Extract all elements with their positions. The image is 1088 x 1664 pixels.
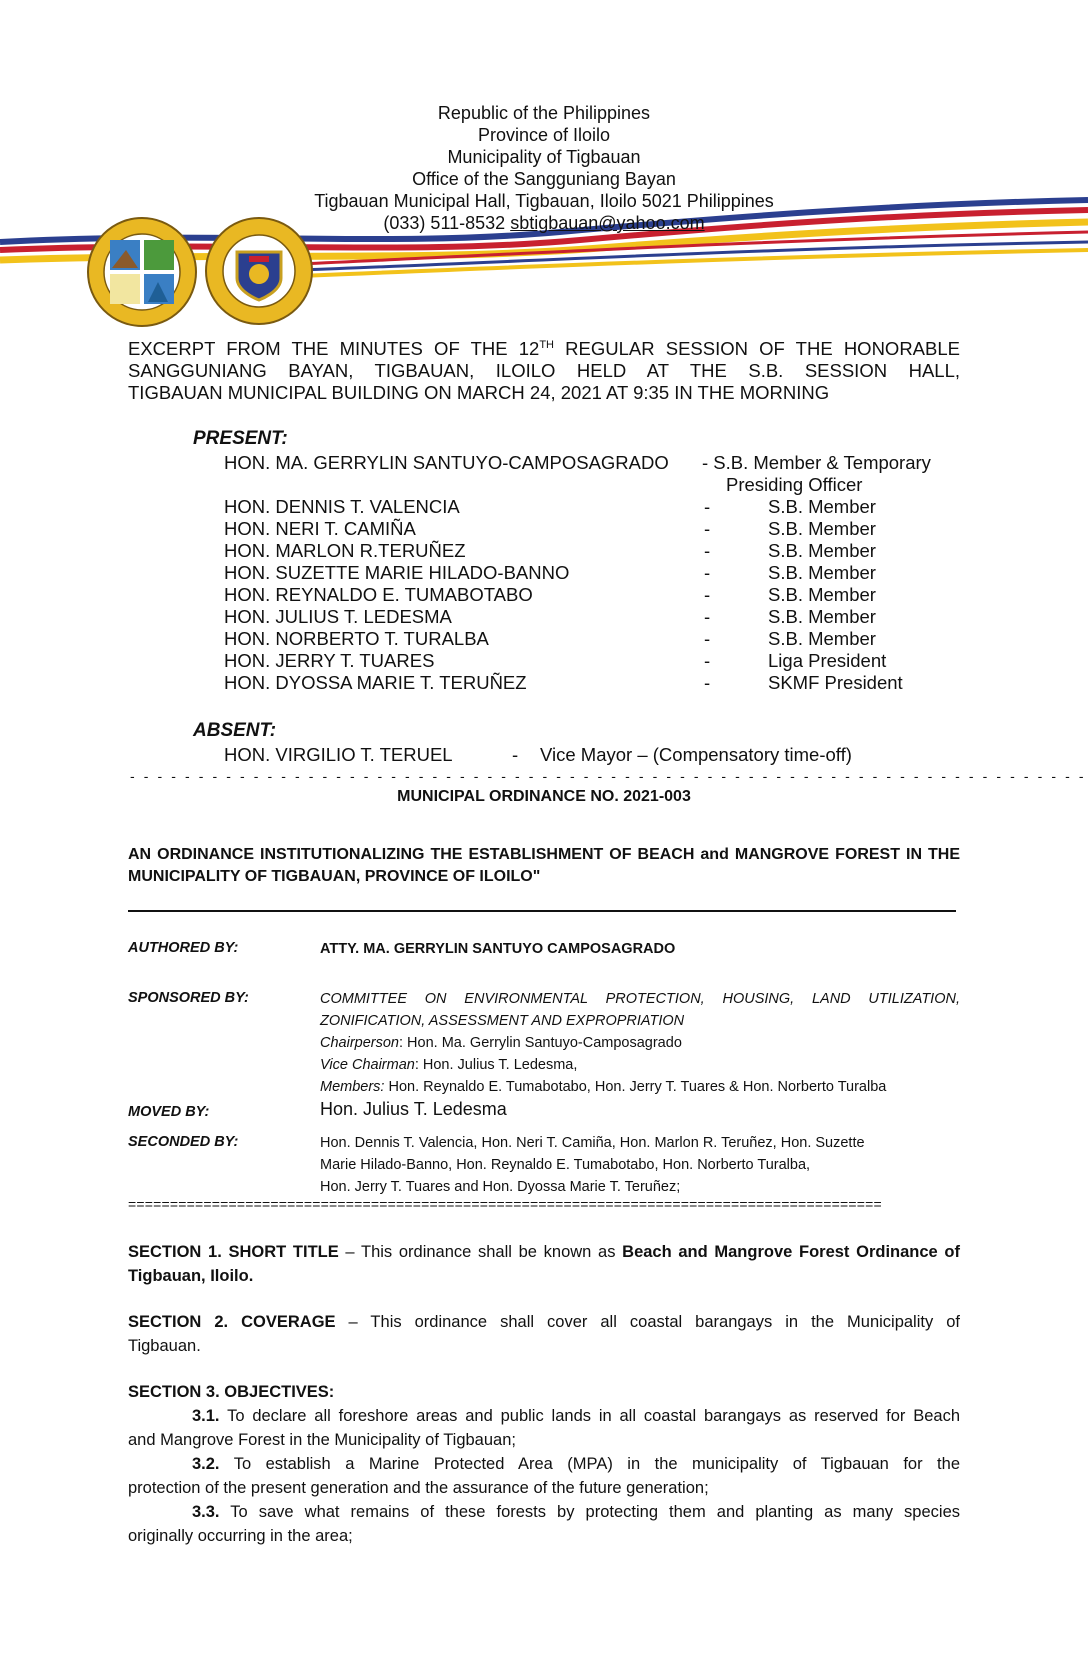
section-2: SECTION 2. COVERAGE – This ordinance shall cover all coastal barangays in the Municipality of Tigbauan. xyxy=(128,1313,960,1355)
document-page: Republic of the Philippines Province of Iloilo Municipality of Tigbauan Office of the Sangguniang Bayan Tigbauan Municipal Hall, Tigbauan, Iloilo 5021 Philippines (033) 511-8532 sbtigbauan@yahoo.com EXCERPT FROM THE MINUTES OF THE 12TH REGULAR SESSION OF THE HONORABLE SANGGUNIANG BAYAN, TIGBAUAN, ILOILO HELD AT THE S.B. SESSION HALL, TIGBAUAN MUNICIPAL BUILDING ON MARCH 24, 2021 AT 9:35 IN THE MORNING PRESENT: HON. MA. GERRYLIN SANTUYO-CAMPOSAGRADO - S.B. Member & Temporary Presiding Officer HON. DENNIS T. VALENCIA - S.B. Member HON. NERI T. CAMIÑA - S.B. Member HON. MARLON R.TERUÑEZ - S.B. Member HON. SUZETTE MARIE HILADO-BANNO - S.B. Member HON. REYNALDO E. TUMABOTABO - S.B. Member HON. JULIUS T. LEDESMA - S.B. Member HON. NORBERTO T. TURALBA - S.B. Member HON. JERRY T. TUARES - Liga President HON. DYOSSA MARIE T. TERUÑEZ - SKMF President ABSENT: HON. VIRGILIO T. TERUEL - Vice Mayor – (Compensatory time-off) - - - - - - - - - - - - - - - - - - - - - - - - - - - - - - - - - - - - - - - - - - - - - - - - - - - - - - - - - - - - - - - - - - - - - - MUNICIPAL ORDINANCE NO. 2021-003 AN ORDINANCE INSTITUTIONALIZING THE ESTABLISHMENT OF BEACH and MANGROVE FOREST IN THE MUNICIPALITY OF TIGBAUAN, PROVINCE OF ILOILO" AUTHORED BY: ATTY. MA. GERRYLIN SANTUYO CAMPOSAGRADO SPONSORED BY: COMMITTEE ON ENVIRONMENTAL PROTECTION, HOUSING, LAND UTILIZATION, ZONIFICATION, ASSESSMENT AND EXPROPRIATION Chairperson: Hon. Ma. Gerrylin Santuyo-Camposagrado Vice Chairman: Hon. Julius T. Ledesma, Members: Hon. Reynaldo E. Tumabotabo, Hon. Jerry T. Tuares & Hon. Norberto Turalba MOVED BY: Hon. Julius T. Ledesma SECONDED BY: Hon. Dennis T. Valencia, Hon. Neri T. Camiña, Hon. Marlon R. Teruñez, Hon. Suzette Marie Hilado-Banno, Hon. Reynaldo E. Tumabotabo, Hon. Norberto Turalba, Hon. Jerry T. Tuares and Hon. Dyossa Marie T. Teruñez; ========================================================================================== SECTION 1. SHORT TITLE – This ordinance shall be known as Beach and Mangrove Forest Ordinance of Tigbauan, Iloilo. SECTION 2. COVERAGE – This ordinance shall cover all coastal barangays in the Municipality of Tigbauan. SECTION 3. OBJECTIVES: 3.1. To declare all foreshore areas and public lands in all coastal barangays as reserved for Beach and Mangrove Forest in the Municipality of Tigbauan; 3.2. To establish a Marine Protected Area (MPA) in the municipality of Tigbauan for the protection of the present generation and the assurance of the future generation; 3.3. To save what remains of these forests by protecting them and planting as many species originally occurring in the area; xyxy=(0,0,1088,1664)
member-name: HON. MARLON R.TERUÑEZ xyxy=(224,540,466,561)
excerpt-heading xyxy=(128,338,960,404)
section-1: SECTION 1. SHORT TITLE – This ordinance shall be known as Beach and Mangrove Forest Ordinance of Tigbauan, Iloilo. xyxy=(128,1243,960,1285)
member-role: S.B. Member xyxy=(768,628,876,649)
member-name: HON. SUZETTE MARIE HILADO-BANNO xyxy=(224,562,570,583)
ordinance-title: AN ORDINANCE INSTITUTIONALIZING THE ESTABLISHMENT OF BEACH and MANGROVE FOREST IN THE MUNICIPALITY OF TIGBAUAN, PROVINCE OF ILOILO" xyxy=(128,846,960,885)
title-underline xyxy=(128,910,956,912)
member-dash: - xyxy=(704,650,711,671)
member-role: S.B. Member xyxy=(768,496,876,517)
address-line: Tigbauan Municipal Hall, Tigbauan, Iloilo 5021 Philippines xyxy=(314,191,774,211)
member-role: S.B. Member xyxy=(768,540,876,561)
equals-separator: ========================================================================================== xyxy=(128,1196,882,1212)
member-dash: - xyxy=(704,584,711,605)
member-name: HON. DYOSSA MARIE T. TERUÑEZ xyxy=(224,672,527,693)
sponsored-value: COMMITTEE ON ENVIRONMENTAL PROTECTION, HOUSING, LAND UTILIZATION, ZONIFICATION, ASSESSMENT AND EXPROPRIATION Chairperson: Hon. Ma. Gerrylin Santuyo-Camposagrado Vice Chairman: Hon. Julius T. Ledesma, Members: Hon. Reynaldo E. Tumabotabo, Hon. Jerry T. Tuares & Hon. Norberto Turalba xyxy=(320,991,960,1095)
excerpt-line-2: SANGGUNIANG BAYAN, TIGBAUAN, ILOILO HELD AT THE S.B. SESSION HALL, xyxy=(128,360,960,381)
moved-label: MOVED BY: xyxy=(128,1104,210,1120)
ordinance-number: MUNICIPAL ORDINANCE NO. 2021-003 xyxy=(397,788,691,805)
contact-line xyxy=(0,212,1088,234)
member-name: HON. REYNALDO E. TUMABOTABO xyxy=(224,584,533,605)
authored-label: AUTHORED BY: xyxy=(128,940,239,956)
excerpt-line-3: TIGBAUAN MUNICIPAL BUILDING ON MARCH 24, 2021 AT 9:35 IN THE MORNING xyxy=(128,382,830,403)
seconded-value: Hon. Dennis T. Valencia, Hon. Neri T. Camiña, Hon. Marlon R. Teruñez, Hon. Suzette Marie Hilado-Banno, Hon. Reynaldo E. Tumabotabo, Hon. Norberto Turalba, Hon. Jerry T. Tuares and Hon. Dyossa Marie T. Teruñez; xyxy=(320,1135,865,1195)
member-dash: - xyxy=(704,606,711,627)
office-line: Office of the Sangguniang Bayan xyxy=(412,169,676,189)
republic-line: Republic of the Philippines xyxy=(437,103,651,123)
member-role: S.B. Member xyxy=(768,518,876,539)
dash-separator: - - - - - - - - - - - - - - - - - - - - - - - - - - - - - - - - - - - - - - - - - - - - - - - - - - - - - - - - - - - - - - - - - - - - - - xyxy=(130,768,1087,784)
member-role: S.B. Member xyxy=(768,562,876,583)
member-dash: - xyxy=(704,562,711,583)
member-role: S.B. Member xyxy=(768,606,876,627)
section-3: SECTION 3. OBJECTIVES: 3.1. To declare all foreshore areas and public lands in all coastal barangays as reserved for Beach and Mangrove Forest in the Municipality of Tigbauan; 3.2. To establish a Marine Protected Area (MPA) in the municipality of Tigbauan for the protection of the present generation and the assurance of the future generation; 3.3. To save what remains of these forests by protecting them and planting as many species originally occurring in the area; xyxy=(128,1383,960,1545)
phone-number: (033) 511-8532 xyxy=(383,213,506,233)
member-role: Liga President xyxy=(768,650,887,671)
sponsored-label: SPONSORED BY: xyxy=(128,990,249,1006)
member-name: HON. JULIUS T. LEDESMA xyxy=(224,606,452,627)
municipality-line: Municipality of Tigbauan xyxy=(447,147,641,167)
member-dash: - xyxy=(704,672,711,693)
member-role: S.B. Member xyxy=(768,584,876,605)
province-line: Province of Iloilo xyxy=(477,125,611,145)
member-name: HON. NORBERTO T. TURALBA xyxy=(224,628,489,649)
moved-value: Hon. Julius T. Ledesma xyxy=(320,1099,507,1119)
objective-3-2: 3.2. To establish a Marine Protected Area (MPA) in the municipality of Tigbauan for the xyxy=(192,1455,960,1473)
objective-3-3: 3.3. To save what remains of these forests by protecting them and planting as many species xyxy=(192,1503,960,1521)
authored-value: ATTY. MA. GERRYLIN SANTUYO CAMPOSAGRADO xyxy=(320,941,676,957)
member-role: SKMF President xyxy=(768,672,903,693)
member-name: HON. NERI T. CAMIÑA xyxy=(224,518,416,539)
excerpt-line-1: EXCERPT FROM THE MINUTES OF THE 12TH REGULAR SESSION OF THE HONORABLE xyxy=(128,338,960,359)
email-link[interactable]: sbtigbauan@yahoo.com xyxy=(510,213,705,233)
member-dash: - xyxy=(704,496,711,517)
member-dash: - xyxy=(704,518,711,539)
member-name: HON. JERRY T. TUARES xyxy=(224,650,435,671)
member-name: HON. DENNIS T. VALENCIA xyxy=(224,496,460,517)
letterhead xyxy=(0,102,1088,234)
seconded-label: SECONDED BY: xyxy=(128,1134,239,1150)
member-dash: - xyxy=(704,540,711,561)
objective-3-1: 3.1. To declare all foreshore areas and public lands in all coastal barangays as reserved for Beach xyxy=(192,1407,960,1425)
absent-heading: ABSENT: xyxy=(193,720,277,741)
present-heading: PRESENT: xyxy=(193,428,288,449)
member-dash: - xyxy=(704,628,711,649)
